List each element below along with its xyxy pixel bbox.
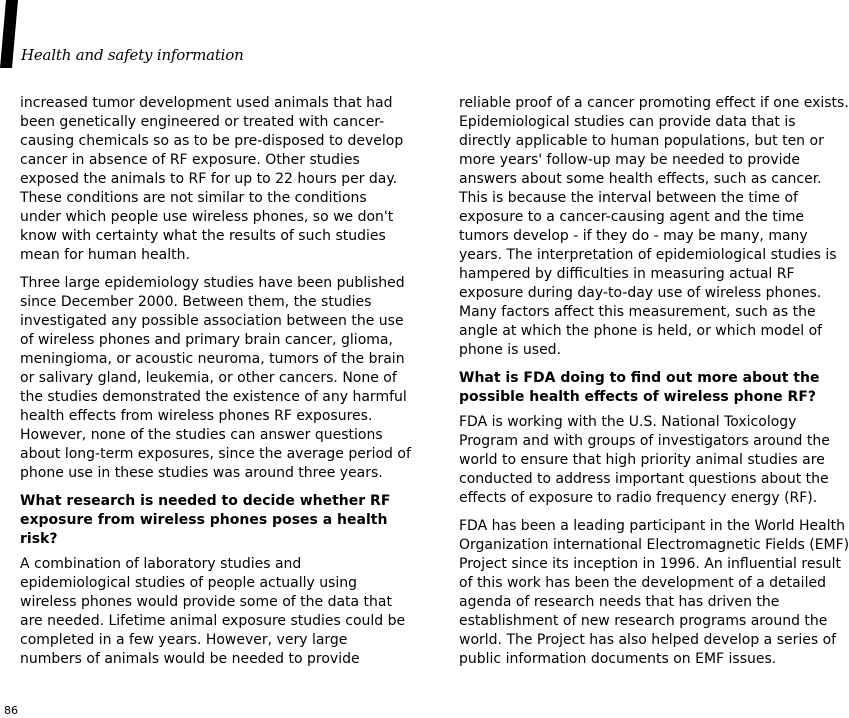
section-heading: What research is needed to decide whether RF exposure from wireless phones poses a health risk?: [20, 493, 391, 547]
paragraph: FDA is working with the U.S. National Toxicology Program and with groups of investigators around the world to ensure that high priority animal studies are conducted to address important questions about the effects of exposure to radio frequency energy (RF).: [459, 414, 830, 506]
paragraph: A combination of laboratory studies and epidemiological studies of people actually using wireless phones would provide some of the data that are needed. Lifetime animal exposure studies could be completed in a few years. However, very large numbers of animals would be needed to provide: [20, 556, 406, 667]
left-column: [20, 94, 412, 678]
paragraph: reliable proof of a cancer promoting effect if one exists. Epidemiological studies can provide data that is directly applicable to human populations, but ten or more years' follow-up may be needed to provide answers about some health effects, such as cancer. This is because the interval between the time of exposure to a cancer-causing agent and the time tumors develop - if they do - may be many, many years. The interpretation of epidemiological studies is hampered by difficulties in measuring actual RF exposure during day-to-day use of wireless phones. Many factors affect this measurement, such as the angle at which the phone is held, or which model of phone is used.: [459, 95, 849, 358]
paragraph: increased tumor development used animals that had been genetically engineered or treated with cancer-causing chemicals so as to be pre-disposed to develop cancer in absence of RF exposure. Other studies exposed the animals to RF for up to 22 hours per day. These conditions are not similar to the conditions under which people use wireless phones, so we don't know with certainty what the results of such studies mean for human health.: [20, 95, 404, 263]
page-number: 86: [4, 704, 18, 717]
paragraph: FDA has been a leading participant in the World Health Organization international Electromagnetic Fields (EMF) Project since its inception in 1996. An influential result of this work has been the development of a detailed agenda of research needs that has driven the establishment of new research programs around the world. The Project has also helped develop a series of public information documents on EMF issues.: [459, 518, 849, 667]
header-accent-bar: [0, 0, 18, 68]
section-heading: What is FDA doing to find out more about the possible health effects of wireless phone RF?: [459, 370, 820, 405]
page-header-title: Health and safety information: [21, 46, 244, 64]
paragraph: Three large epidemiology studies have been published since December 2000. Between them, the studies investigated any possible association between the use of wireless phones and primary brain cancer, glioma, meningioma, or acoustic neuroma, tumors of the brain or salivary gland, leukemia, or other cancers. None of the studies demonstrated the existence of any harmful health effects from wireless phones RF exposures. However, none of the studies can answer questions about long-term exposures, since the average period of phone use in these studies was around three years.: [20, 275, 411, 481]
right-column: [459, 94, 849, 678]
